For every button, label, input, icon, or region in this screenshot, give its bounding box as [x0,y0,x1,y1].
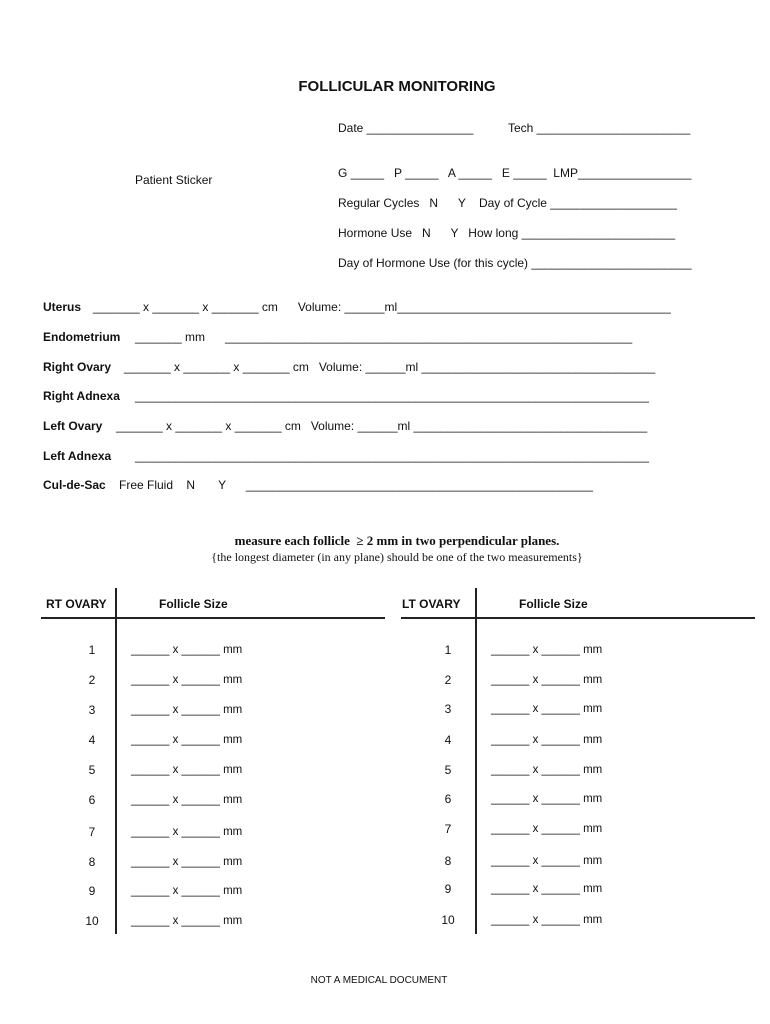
rt-follicle-number: 9 [88,884,96,898]
lt-follicle-measurement[interactable]: ______ x ______ mm [491,734,603,746]
right-adnexa-label: Right Adnexa [43,389,120,403]
instruction-line-2: {the longest diameter (in any plane) should be one of the two measurements} [211,550,583,564]
left-adnexa-field[interactable]: _____________________________________________________________________________ [135,449,649,463]
cul-de-sac-field[interactable]: Free Fluid N Y ____________________________________________________ [119,478,593,492]
uterus-field[interactable]: _______ x _______ x _______ cm Volume: ______ml_________________________________________ [93,300,671,314]
rt-table-divider [115,588,117,934]
endometrium-field[interactable]: _______ mm _____________________________________________________________ [135,330,633,344]
patient-sticker-label: Patient Sticker [135,173,213,187]
rt-follicle-number: 3 [88,703,96,717]
lt-follicle-number: 7 [444,822,452,836]
lt-follicle-measurement[interactable]: ______ x ______ mm [491,644,603,656]
lt-follicle-number: 1 [444,643,452,657]
rt-follicle-number: 6 [88,793,96,807]
lt-follicle-measurement[interactable]: ______ x ______ mm [491,703,603,715]
lt-follicle-measurement[interactable]: ______ x ______ mm [491,914,603,926]
lt-follicle-number: 6 [444,792,452,806]
cul-de-sac-label: Cul-de-Sac [43,478,106,492]
right-adnexa-field[interactable]: _____________________________________________________________________________ [135,389,649,403]
gpae-lmp-field[interactable]: G _____ P _____ A _____ E _____ LMP_________________ [338,166,692,180]
lt-follicle-number: 2 [444,673,452,687]
instruction-line-1: measure each follicle ≥ 2 mm in two perpendicular planes. [234,533,560,548]
rt-follicle-number: 2 [88,673,96,687]
lt-follicle-measurement[interactable]: ______ x ______ mm [491,793,603,805]
tech-field[interactable]: Tech _______________________ [508,121,691,135]
lt-table-header-rule [401,617,755,619]
rt-follicle-measurement[interactable]: ______ x ______ mm [131,704,243,716]
rt-table-header-rule [41,617,385,619]
rt-follicle-measurement[interactable]: ______ x ______ mm [131,794,243,806]
lt-follicle-number: 8 [444,854,452,868]
lt-follicle-number: 4 [444,733,452,747]
rt-follicle-measurement[interactable]: ______ x ______ mm [131,674,243,686]
left-ovary-field[interactable]: _______ x _______ x _______ cm Volume: ______ml ___________________________________ [116,419,648,433]
rt-follicle-number: 1 [88,643,96,657]
right-ovary-field[interactable]: _______ x _______ x _______ cm Volume: ______ml ___________________________________ [124,360,656,374]
rt-follicle-number: 10 [85,914,99,928]
rt-follicle-size-header: Follicle Size [159,597,228,611]
left-adnexa-label: Left Adnexa [43,449,112,463]
rt-follicle-measurement[interactable]: ______ x ______ mm [131,915,243,927]
footer-note: NOT A MEDICAL DOCUMENT [310,975,448,986]
rt-follicle-measurement[interactable]: ______ x ______ mm [131,885,243,897]
rt-follicle-number: 4 [88,733,96,747]
lt-table-divider [475,588,477,934]
page-title: FOLLICULAR MONITORING [298,78,496,95]
lt-follicle-measurement[interactable]: ______ x ______ mm [491,823,603,835]
rt-follicle-measurement[interactable]: ______ x ______ mm [131,856,243,868]
uterus-label: Uterus [43,300,82,314]
rt-follicle-number: 8 [88,855,96,869]
lt-follicle-number: 9 [444,882,452,896]
rt-ovary-header: RT OVARY [46,597,107,611]
regular-cycles-field[interactable]: Regular Cycles N Y Day of Cycle ___________________ [338,196,678,210]
lt-follicle-size-header: Follicle Size [519,597,588,611]
lt-follicle-number: 3 [444,702,452,716]
rt-follicle-measurement[interactable]: ______ x ______ mm [131,644,243,656]
rt-follicle-number: 5 [88,763,96,777]
day-of-hormone-field[interactable]: Day of Hormone Use (for this cycle) ________________________ [338,256,692,270]
rt-follicle-measurement[interactable]: ______ x ______ mm [131,764,243,776]
lt-ovary-header: LT OVARY [402,597,461,611]
lt-follicle-measurement[interactable]: ______ x ______ mm [491,855,603,867]
lt-follicle-number: 10 [441,913,455,927]
left-ovary-label: Left Ovary [43,419,103,433]
rt-follicle-number: 7 [88,825,96,839]
rt-follicle-measurement[interactable]: ______ x ______ mm [131,826,243,838]
lt-follicle-measurement[interactable]: ______ x ______ mm [491,883,603,895]
date-field[interactable]: Date ________________ [338,121,474,135]
right-ovary-label: Right Ovary [43,360,112,374]
lt-follicle-measurement[interactable]: ______ x ______ mm [491,764,603,776]
lt-follicle-measurement[interactable]: ______ x ______ mm [491,674,603,686]
hormone-use-field[interactable]: Hormone Use N Y How long _______________________ [338,226,676,240]
rt-follicle-measurement[interactable]: ______ x ______ mm [131,734,243,746]
endometrium-label: Endometrium [43,330,121,344]
lt-follicle-number: 5 [444,763,452,777]
